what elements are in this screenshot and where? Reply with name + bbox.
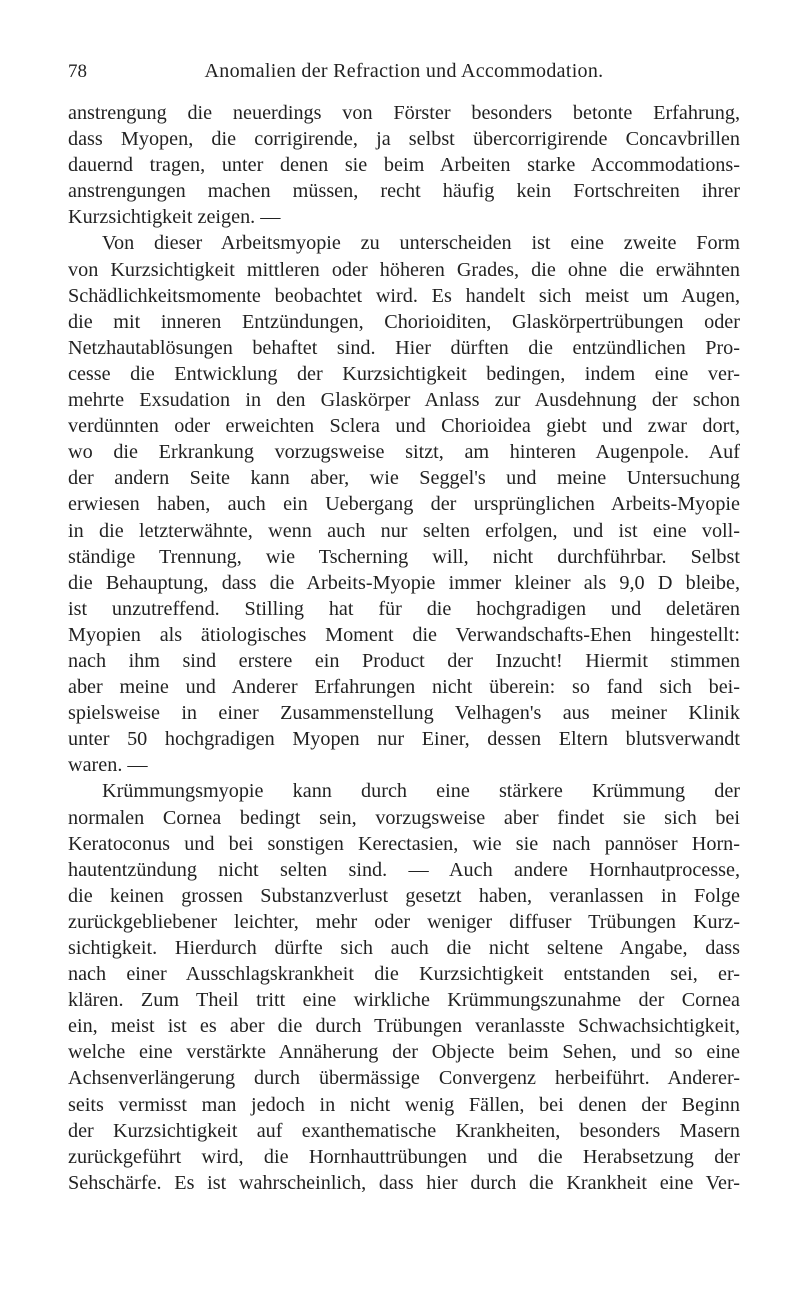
text-line: in die letzterwähnte, wenn auch nur selten erfolgen, und ist eine voll-	[68, 519, 740, 542]
text-line: wo die Erkrankung vorzugsweise sitzt, am hinteren Augenpole. Auf	[68, 441, 740, 464]
text-line: der andern Seite kann aber, wie Seggel's und meine Untersuchung	[68, 467, 740, 490]
text-line: aber meine und Anderer Erfahrungen nicht überein: so fand sich bei-	[68, 676, 740, 699]
text-line: ein, meist ist es aber die durch Trübungen veranlasste Schwachsichtigkeit,	[68, 1015, 740, 1038]
page-number: 78	[68, 61, 87, 82]
text-line: von Kurzsichtigkeit mittleren oder höheren Grades, die ohne die erwähnten	[68, 258, 740, 281]
text-line: waren. —	[68, 754, 148, 777]
text-line: anstrengung die neuerdings von Förster besonders betonte Erfahrung,	[68, 102, 740, 124]
text-line: dass Myopen, die corrigirende, ja selbst übercorrigirende Concavbrillen	[68, 128, 740, 151]
text-line: Netzhautablösungen behaftet sind. Hier dürften die entzündlichen Pro-	[68, 336, 740, 359]
text-line: spielsweise in einer Zusammenstellung Velhagen's aus meiner Klinik	[68, 702, 740, 725]
text-line: Achsenverlängerung durch übermässige Convergenz herbeiführt. Anderer-	[68, 1067, 740, 1090]
text-line: zurückgebliebener leichter, mehr oder weniger diffuser Trübungen Kurz-	[68, 910, 740, 933]
text-line: die Behauptung, dass die Arbeits-Myopie immer kleiner als 9,0 D bleibe,	[68, 571, 740, 594]
text-line: erwiesen haben, auch ein Uebergang der ursprünglichen Arbeits-Myopie	[68, 493, 740, 516]
text-line: hautentzündung nicht selten sind. — Auch andere Hornhautprocesse,	[68, 858, 740, 881]
text-line: die mit inneren Entzündungen, Chorioiditen, Glaskörpertrübungen oder	[68, 310, 740, 333]
text-line: verdünnten oder erweichten Sclera und Chorioidea giebt und zwar dort,	[68, 415, 740, 438]
text-line: zurückgeführt wird, die Hornhauttrübungen und die Herabsetzung der	[68, 1145, 740, 1168]
text-line: Krümmungsmyopie kann durch eine stärkere Krümmung der	[102, 780, 740, 803]
running-title: Anomalien der Refraction und Accommodation.	[204, 60, 604, 82]
body-text	[68, 100, 740, 1196]
text-line: nach ihm sind erstere ein Product der Inzucht! Hiermit stimmen	[68, 649, 740, 672]
text-line: sichtigkeit. Hierdurch dürfte sich auch die nicht seltene Angabe, dass	[68, 937, 740, 959]
text-line: ständige Trennung, wie Tscherning will, nicht durchführbar. Selbst	[68, 545, 740, 568]
text-line: Myopien als ätiologisches Moment die Verwandschafts-Ehen hingestellt:	[68, 623, 740, 646]
text-line: normalen Cornea bedingt sein, vorzugsweise aber findet sie sich bei	[68, 806, 740, 829]
text-line: cesse die Entwicklung der Kurzsichtigkeit bedingen, indem eine ver-	[68, 362, 740, 385]
text-line: die keinen grossen Substanzverlust gesetzt haben, veranlassen in Folge	[68, 884, 740, 907]
text-line: nach einer Ausschlagskrankheit die Kurzsichtigkeit entstanden sei, er-	[68, 963, 740, 986]
text-line: der Kurzsichtigkeit auf exanthematische Krankheiten, besonders Masern	[68, 1119, 740, 1142]
text-line: Kurzsichtigkeit zeigen. —	[68, 206, 281, 229]
text-line: klären. Zum Theil tritt eine wirkliche Krümmungszunahme der Cornea	[68, 989, 740, 1012]
text-line: Von dieser Arbeitsmyopie zu unterscheiden ist eine zweite Form	[102, 232, 740, 255]
text-line: Keratoconus und bei sonstigen Kerectasien, wie sie nach pannöser Horn-	[68, 832, 740, 855]
text-line: anstrengungen machen müssen, recht häufig kein Fortschreiten ihrer	[68, 180, 740, 203]
text-line: welche eine verstärkte Annäherung der Objecte beim Sehen, und so eine	[68, 1041, 740, 1064]
text-line: Schädlichkeitsmomente beobachtet wird. Es handelt sich meist um Augen,	[68, 284, 740, 307]
text-line: seits vermisst man jedoch in nicht wenig Fällen, bei denen der Beginn	[68, 1093, 740, 1116]
text-line: Sehschärfe. Es ist wahrscheinlich, dass hier durch die Krankheit eine Ver-	[68, 1171, 740, 1194]
text-line: mehrte Exsudation in den Glaskörper Anlass zur Ausdehnung der schon	[68, 389, 740, 412]
book-page	[68, 60, 740, 1196]
text-line: unter 50 hochgradigen Myopen nur Einer, dessen Eltern blutsverwandt	[68, 728, 740, 751]
text-line: dauernd tragen, unter denen sie beim Arbeiten starke Accommodations-	[68, 154, 740, 177]
text-line: ist unzutreffend. Stilling hat für die hochgradigen und deletären	[68, 597, 740, 620]
page-header	[68, 60, 740, 90]
